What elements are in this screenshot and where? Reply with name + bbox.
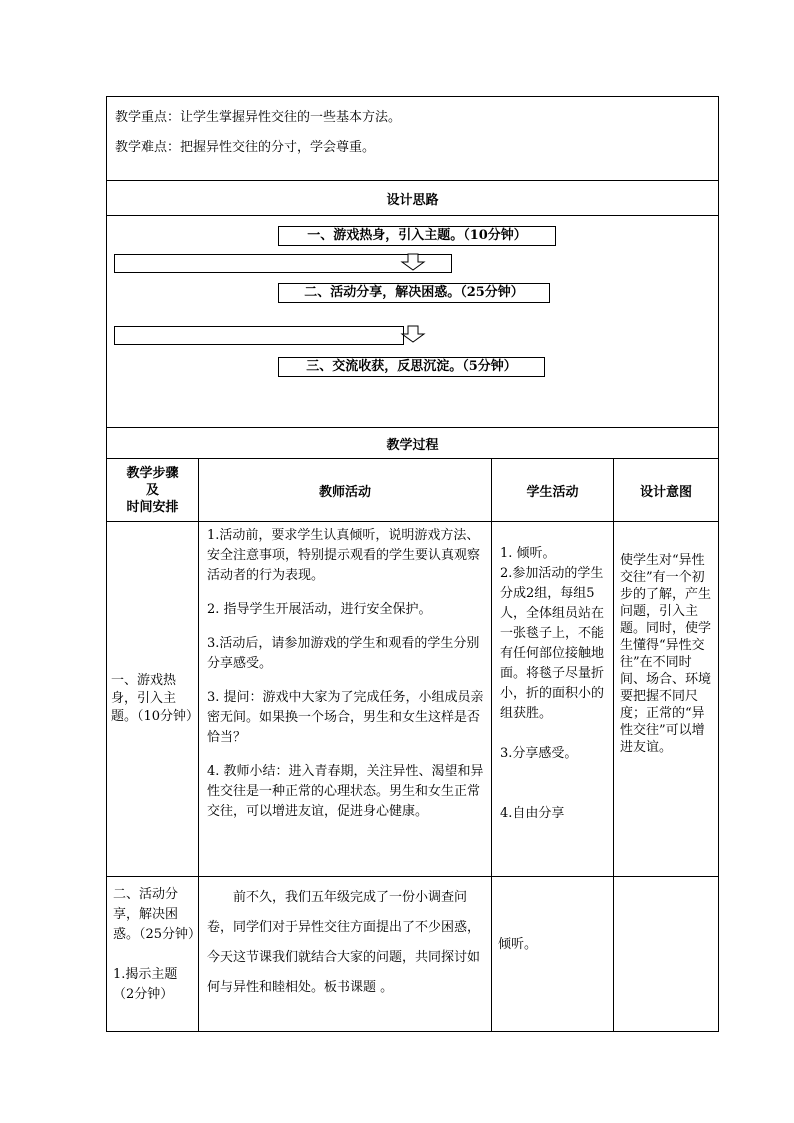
design-flow-row bbox=[107, 216, 719, 428]
difficult-point-text: 教学难点：把握异性交往的分寸，学会尊重。 bbox=[115, 140, 376, 155]
teacher-activity-warmup bbox=[199, 522, 492, 877]
down-arrow-icon bbox=[400, 325, 426, 343]
teacher-item: 1.活动前，要求学生认真倾听，说明游戏方法、安全注意事项，特别提示观看的学生要认真观察活动者的行为表现。 bbox=[207, 528, 481, 583]
student-item: 2.参加活动的学生分成2组，每组5人，全体组员站在一张毯子上，不能有任何部位接触地面。将毯子尽量折小，折的面积小的组获胜。 bbox=[500, 566, 605, 721]
student-item: 1. 倾听。 bbox=[500, 546, 556, 561]
design-intent-sharing bbox=[614, 877, 719, 1032]
flow-step-1: 一、游戏热身，引入主题。（10分钟） bbox=[278, 226, 556, 246]
teacher-item: 2. 指导学生开展活动，进行安全保护。 bbox=[207, 602, 432, 617]
step-label-warmup: 一、游戏热身，引入主题。（10分钟） bbox=[107, 522, 199, 877]
lesson-plan-page bbox=[106, 96, 718, 1032]
goals-cell bbox=[107, 97, 719, 181]
flow-step-2: 二、活动分享，解决困惑。（25分钟） bbox=[278, 283, 550, 303]
step-label-sharing-sub: 1.揭示主题（2分钟） bbox=[113, 967, 178, 1002]
teacher-activity-sharing: 前不久，我们五年级完成了一份小调查问卷，同学们对于异性交往方面提出了不少困惑，今天这节课我们就结合大家的问题，共同探讨如何与异性和睦相处。板书课题 。 bbox=[199, 877, 492, 1032]
process-row-warmup bbox=[107, 522, 719, 877]
goals-row bbox=[107, 97, 719, 181]
design-header: 设计思路 bbox=[107, 181, 719, 216]
col-head-step-line1: 教学步骤 bbox=[126, 465, 179, 481]
design-intent-warmup: 使学生对“异性交往”有一个初步的了解，产生问题，引入主题。同时，使学生懂得“异性交往”在不同时间、场合、环境要把握不同尺度；正常的“异性交往”可以增进友谊。 bbox=[614, 522, 719, 877]
col-head-intent: 设计意图 bbox=[614, 459, 719, 522]
teacher-item: 3. 提问：游戏中大家为了完成任务，小组成员亲密无间。如果换一个场合，男生和女生这样是否恰当？ bbox=[207, 690, 484, 745]
column-header-row bbox=[107, 459, 719, 522]
teacher-item: 4. 教师小结：进入青春期，关注异性、渴望和异性交往是一种正常的心理状态。男生和女生正常交往，可以增进友谊，促进身心健康。 bbox=[207, 764, 484, 819]
design-flow-cell bbox=[107, 216, 719, 428]
student-activity-warmup bbox=[492, 522, 614, 877]
down-arrow-icon bbox=[400, 253, 426, 271]
flow-step-3: 三、交流收获，反思沉淀。（5分钟） bbox=[278, 357, 545, 377]
col-head-student: 学生活动 bbox=[492, 459, 614, 522]
col-head-step bbox=[107, 459, 199, 522]
student-item: 3.分享感受。 bbox=[500, 746, 578, 761]
col-head-step-line2: 及 bbox=[145, 482, 159, 498]
process-row-sharing bbox=[107, 877, 719, 1032]
lesson-plan-table bbox=[106, 96, 719, 1032]
design-header-row bbox=[107, 181, 719, 216]
process-header: 教学过程 bbox=[107, 428, 719, 459]
student-activity-sharing: 倾听。 bbox=[492, 877, 614, 1032]
key-point-text: 教学重点：让学生掌握异性交往的一些基本方法。 bbox=[115, 110, 402, 125]
col-head-step-line3: 时间安排 bbox=[126, 499, 179, 515]
flow-connector-bar-2 bbox=[114, 326, 404, 345]
teacher-item: 3.活动后，请参加游戏的学生和观看的学生分别分享感受。 bbox=[207, 636, 480, 671]
col-head-teacher: 教师活动 bbox=[199, 459, 492, 522]
process-header-row bbox=[107, 428, 719, 459]
step-label-sharing bbox=[107, 877, 202, 1032]
step-label-sharing-main: 二、活动分享，解决困惑。（25分钟） bbox=[113, 887, 202, 942]
student-item: 4.自由分享 bbox=[500, 806, 565, 821]
